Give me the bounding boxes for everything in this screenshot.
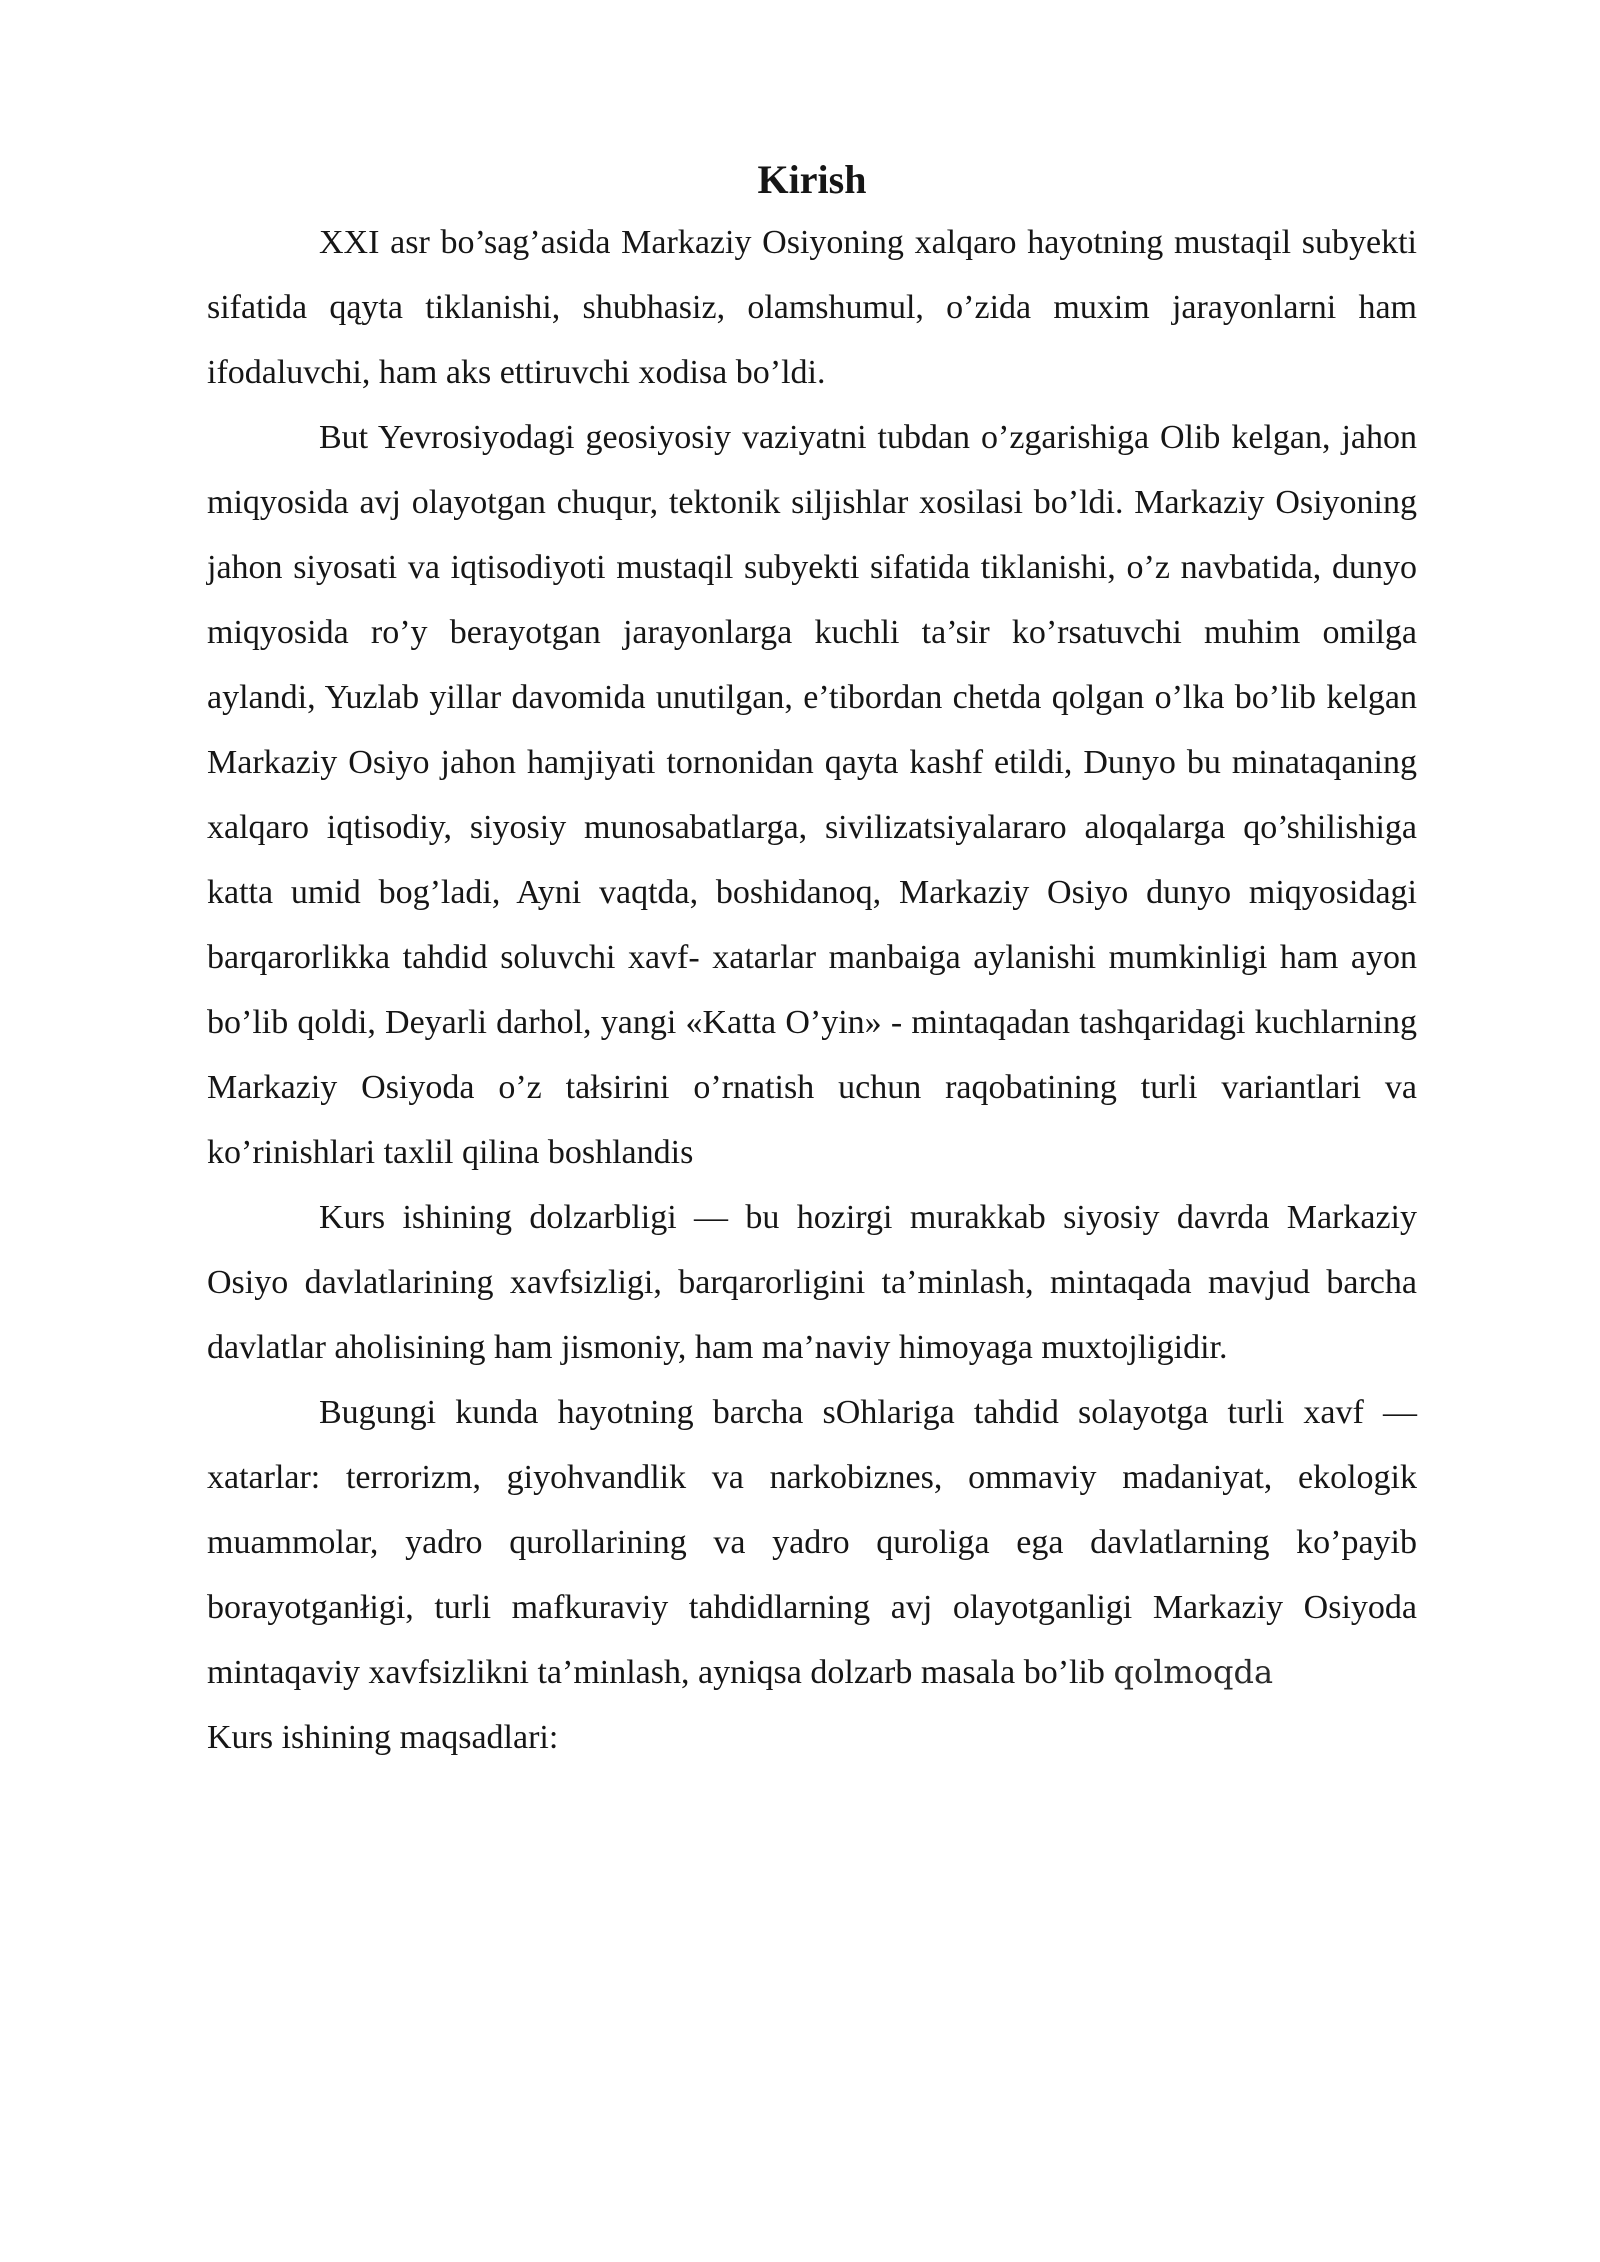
document-page (207, 152, 1417, 1770)
paragraph-threats-text: Bugungi kunda hayotning barcha sOhlariga tahdid solayotga turli xavf — xatarlar: terrorizm, giyohvandlik va narkobiznes, ommaviy madaniyat, ekologik muammolar, yadro qurollarining va yadro quroliga ega davlatlarning ko’payib borayotganłigi, turli mafkuraviy tahdidlarning avj olayotganligi Markaziy Osiyoda mintaqaviy xavfsizlikni ta’minlash, ayniqsa dolzarb masala bo’lib (207, 1394, 1417, 1691)
paragraph-relevance: Kurs ishining dolzarbligi — bu hozirgi murakkab siyosiy davrda Markaziy Osiyo davlatlarining xavfsizligi, barqarorligini ta’minlash, mintaqada mavjud barcha davlatlar aholisining ham jismoniy, ham ma’naviy himoyaga muxtojligidir. (207, 1199, 1417, 1366)
paragraph-geopolitics: But Yevrosiyodagi geosiyosiy vaziyatni tubdan o’zgarishiga Olib kelgan, jahon miqyosida avj olayotgan chuqur, tektonik siljishlar xosilasi bo’ldi. Markaziy Osiyoning jahon siyosati va iqtisodiyoti mustaqil subyekti sifatida tiklanishi, o’z navbatida, dunyo miqyosida ro’y berayotgan jarayonlarga kuchli ta’sir ko’rsatuvchi muhim omilga aylandi, Yuzlab yillar davomida unutilgan, e’tibordan chetda qolgan o’lka bo’lib kelgan Markaziy Osiyo jahon hamjiyati tornonidan qayta kashf etildi, Dunyo bu minataqaning xalqaro iqtisodiy, siyosiy munosabatlarga, sivilizatsiyalararo aloqalarga qo’shilishiga katta umid bog’ladi, Ayni vaqtda, boshidanoq, Markaziy Osiyo dunyo miqyosidagi barqarorlikka tahdid soluvchi xavf- xatarlar manbaiga aylanishi mumkinligi ham ayon bo’lib qoldi, Deyarli darhol, yangi «Katta O’yin» - mintaqadan tashqaridagi kuchlarning Markaziy Osiyoda o’z tałsirini o’rnatish uchun raqobatining turli variantlari va ko’rinishlari taxlil qilina boshlandis (207, 419, 1417, 1171)
paragraph-threats (207, 1380, 1417, 1705)
paragraph-threats-tail: qolmoqda (1113, 1653, 1274, 1691)
page-title: Kirish (757, 157, 867, 202)
paragraph-intro: XXI asr bo’sag’asida Markaziy Osiyoning xalqaro hayotning mustaqil subyekti sifatida qąyta tiklanishi, shubhasiz, olamshumul, o’zida muxim jarayonlarni ham ifodaluvchi, ham aks ettiruvchi xodisa bo’ldi. (207, 224, 1417, 391)
goals-heading: Kurs ishining maqsadlari: (207, 1719, 559, 1756)
